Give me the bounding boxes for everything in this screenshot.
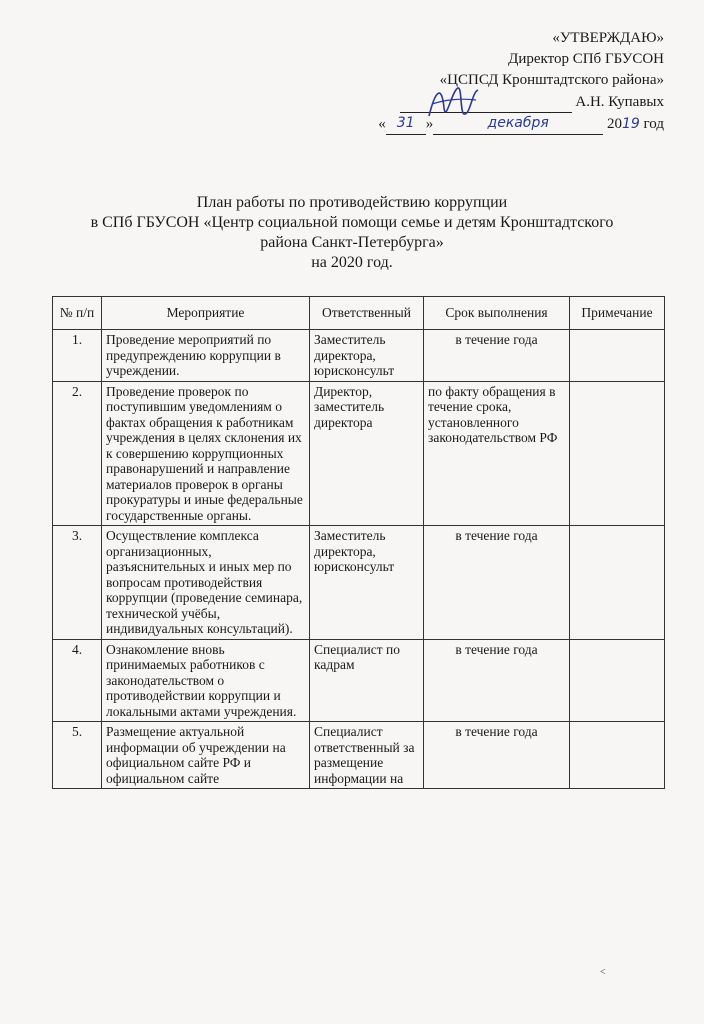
- row-number: 2.: [53, 381, 102, 526]
- date-year-word: год: [643, 116, 664, 132]
- row-number: 3.: [53, 526, 102, 640]
- table-row: [53, 330, 665, 382]
- approval-date-line: [378, 113, 664, 135]
- title-line-2: в СПб ГБУСОН «Центр социальной помощи семье и детям Кронштадтского: [90, 214, 614, 231]
- approval-organization: «ЦСПСД Кронштадтского района»: [439, 72, 664, 88]
- row-event: Ознакомление вновь принимаемых работников с законодательством о противодействии коррупции и локальными актами учреждения.: [102, 639, 310, 722]
- title-line-3: района Санкт-Петербурга»: [260, 234, 444, 251]
- row-note: [570, 381, 665, 526]
- row-term: в течение года: [424, 639, 570, 722]
- row-responsible: Специалист по кадрам: [310, 639, 424, 722]
- scan-mark: ˂: [600, 967, 606, 978]
- date-day: 31: [386, 113, 426, 135]
- row-event: Проведение мероприятий по предупреждению коррупции в учреждении.: [102, 330, 310, 382]
- approval-block: [378, 28, 664, 135]
- table-header-row: [53, 297, 665, 330]
- header-term: Срок выполнения: [424, 297, 570, 330]
- row-term: в течение года: [424, 330, 570, 382]
- header-responsible: Ответственный: [310, 297, 424, 330]
- date-year-suffix: 19: [621, 116, 640, 132]
- table-row: [53, 381, 665, 526]
- date-quote-close: »: [425, 116, 434, 132]
- date-quote-open: «: [378, 116, 386, 132]
- date-month: декабря: [433, 113, 603, 135]
- approval-position: Директор СПб ГБУСОН: [508, 51, 664, 67]
- date-year-prefix: 20: [606, 116, 622, 132]
- row-term: в течение года: [424, 526, 570, 640]
- row-number: 1.: [53, 330, 102, 382]
- row-note: [570, 526, 665, 640]
- header-event: Мероприятие: [102, 297, 310, 330]
- approval-signature-line: [378, 91, 664, 113]
- handwritten-signature: [424, 78, 484, 128]
- row-responsible: Специалист ответственный за размещение информации на: [310, 722, 424, 789]
- row-responsible: Заместитель директора, юрисконсульт: [310, 330, 424, 382]
- row-note: [570, 639, 665, 722]
- table-row: [53, 722, 665, 789]
- row-number: 4.: [53, 639, 102, 722]
- row-event: Осуществление комплекса организационных, разъяснительных и иных мер по вопросам противодействия коррупции (проведение семинара, технической учёбы, индивидуальных консультаций).: [102, 526, 310, 640]
- approval-heading: «УТВЕРЖДАЮ»: [552, 30, 664, 46]
- row-number: 5.: [53, 722, 102, 789]
- table-row: [53, 639, 665, 722]
- header-note: Примечание: [570, 297, 665, 330]
- document-title: [30, 193, 674, 273]
- row-note: [570, 722, 665, 789]
- row-note: [570, 330, 665, 382]
- row-term: в течение года: [424, 722, 570, 789]
- row-responsible: Директор, заместитель директора: [310, 381, 424, 526]
- row-term: по факту обращения в течение срока, установленного законодательством РФ: [424, 381, 570, 526]
- title-line-1: План работы по противодействию коррупции: [196, 194, 508, 211]
- director-name: А.Н. Купавых: [575, 94, 664, 110]
- row-event: Размещение актуальной информации об учреждении на официальном сайте РФ и официальном сайте: [102, 722, 310, 789]
- row-responsible: Заместитель директора, юрисконсульт: [310, 526, 424, 640]
- header-number: № п/п: [53, 297, 102, 330]
- title-line-4: на 2020 год.: [311, 254, 393, 271]
- plan-table: [52, 296, 665, 789]
- row-event: Проведение проверок по поступившим уведомлениям о фактах обращения к работникам учреждения в целях склонения их к совершению коррупционных правонарушений и направление материалов проверок в органы прокуратуры и иные федеральные государственные органы.: [102, 381, 310, 526]
- table-row: [53, 526, 665, 640]
